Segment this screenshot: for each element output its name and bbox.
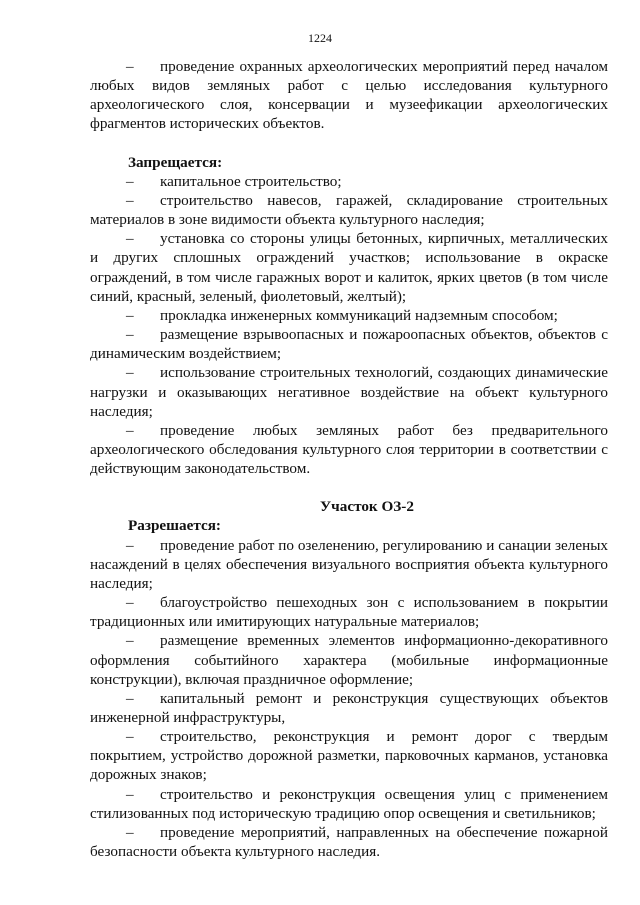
dash-bullet: – [126, 306, 134, 324]
dash-bullet: – [126, 172, 134, 190]
dash-bullet: – [126, 364, 134, 382]
prohibited-item [90, 421, 608, 478]
allowed-item [90, 536, 608, 593]
dash-bullet: – [126, 689, 134, 707]
allowed-item [90, 785, 608, 823]
dash-bullet: – [126, 230, 134, 248]
item-text: строительство и реконструкция освещения улиц с применением стилизованных под историческую традицию опор освещения и светильников; [90, 785, 608, 822]
prohibited-item [90, 229, 608, 306]
intro-item [90, 57, 608, 134]
item-text: проведение мероприятий, направленных на обеспечение пожарной безопасности объекта культурного наследия. [90, 823, 608, 861]
page-number: 1224 [308, 31, 332, 45]
dash-bullet: – [126, 536, 134, 554]
spacer [90, 134, 608, 153]
item-text: размещение взрывоопасных и пожароопасных объектов, объектов с динамическим воздействием; [90, 326, 608, 363]
item-text: капитальный ремонт и реконструкция существующих объектов инженерной инфраструктуры, [90, 689, 608, 726]
item-text: проведение охранных археологических мероприятий перед началом любых видов земляных работ с целью исследования культурного археологического слоя, консервации и музеефикации археологических фрагментов исторических объектов. [90, 58, 608, 133]
dash-bullet: – [126, 58, 134, 75]
dash-bullet: – [126, 594, 134, 612]
prohibited-item [90, 363, 608, 420]
dash-bullet: – [126, 191, 134, 209]
dash-bullet: – [126, 785, 134, 803]
item-text: установка со стороны улицы бетонных, кирпичных, металлических и других сплошных ограждений участков; использование в окраске ограждений, в том числе гаражных ворот и калиток, ярких цветов (в том числе синий, красный, зеленый, фиолетовый, желтый); [90, 230, 608, 305]
allowed-item [90, 689, 608, 727]
item-text: проведение любых земляных работ без предварительного археологического обследования культурного слоя территории в соответствии с действующим законодательством. [90, 421, 608, 478]
dash-bullet: – [126, 632, 134, 650]
item-text: использование строительных технологий, создающих динамические нагрузки и оказывающих негативное воздействие на объект культурного наследия; [90, 364, 608, 420]
allowed-item [90, 593, 608, 631]
item-text: капитальное строительство; [160, 172, 342, 190]
prohibited-item [90, 306, 608, 325]
item-text: размещение временных элементов информационно-декоративного оформления событийного характера (мобильные информационные конструкции), включая праздничное оформление; [90, 632, 608, 688]
section-title: Участок ОЗ-2 [320, 498, 414, 516]
prohibited-item [90, 172, 608, 191]
allowed-item [90, 631, 608, 688]
prohibited-heading: Запрещается: [128, 153, 223, 171]
dash-bullet: – [126, 823, 134, 841]
allowed-item [90, 823, 608, 861]
prohibited-item [90, 325, 608, 363]
dash-bullet: – [126, 326, 134, 344]
document-body [90, 57, 608, 861]
item-text: проведение работ по озеленению, регулированию и санации зеленых насаждений в целях обеспечения визуального восприятия объекта культурного наследия; [90, 536, 608, 592]
dash-bullet: – [126, 421, 134, 439]
allowed-heading: Разрешается: [128, 517, 221, 535]
spacer [90, 478, 608, 497]
item-text: благоустройство пешеходных зон с использованием в покрытии традиционных или имитирующих натуральные материалов; [90, 594, 608, 631]
allowed-item [90, 727, 608, 784]
dash-bullet: – [126, 728, 134, 746]
item-text: строительство, реконструкция и ремонт дорог с твердым покрытием, устройство дорожной разметки, парковочных карманов, установка дорожных знаков; [90, 728, 608, 784]
item-text: прокладка инженерных коммуникаций надземным способом; [160, 306, 558, 324]
item-text: строительство навесов, гаражей, складирование строительных материалов в зоне видимости объекта культурного наследия; [90, 191, 608, 229]
prohibited-item [90, 191, 608, 229]
